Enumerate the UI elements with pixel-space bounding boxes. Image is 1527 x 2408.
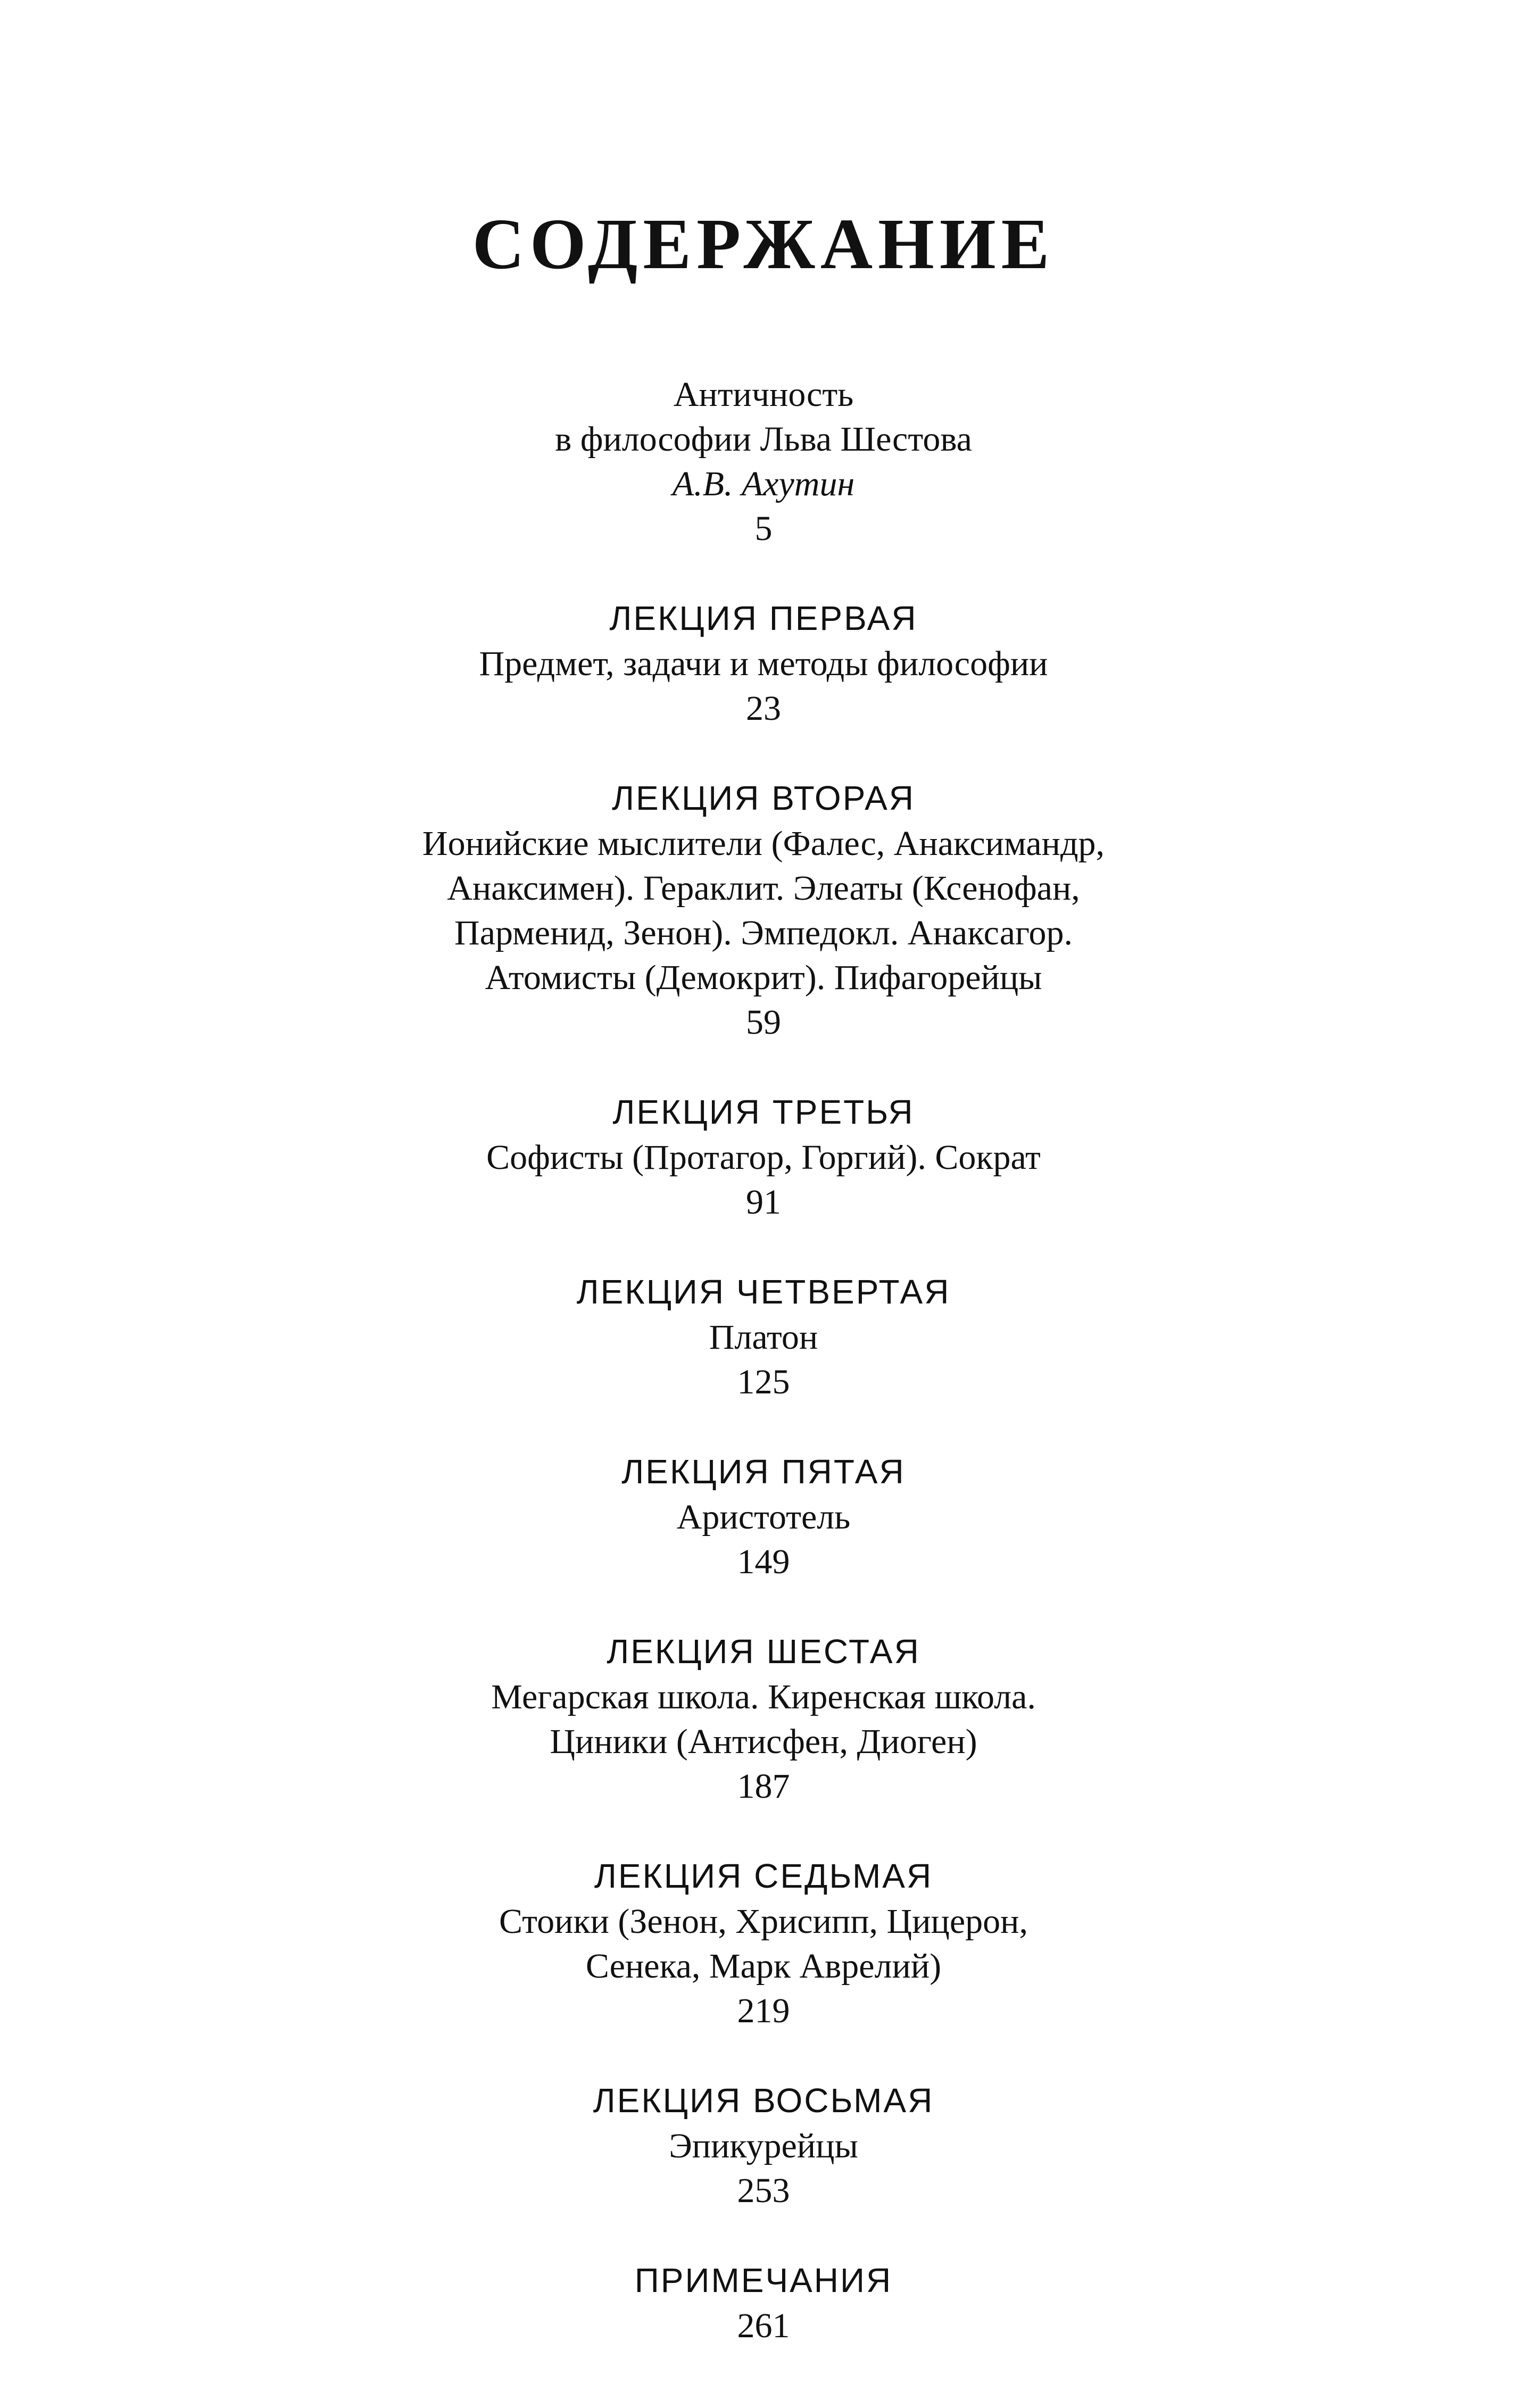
toc-entry-intro[interactable] [0, 372, 1527, 551]
lecture-page-number: 253 [737, 2171, 790, 2210]
lecture-page-number: 219 [737, 1991, 790, 2030]
lecture-heading: ЛЕКЦИЯ ВТОРАЯ [611, 779, 916, 817]
lecture-topic-line: Сенека, Марк Аврелий) [585, 1947, 942, 1986]
intro-page-number: 5 [754, 509, 773, 548]
lecture-topic-line: Платон [709, 1318, 818, 1357]
lecture-heading: ЛЕКЦИЯ ТРЕТЬЯ [612, 1093, 915, 1131]
lecture-heading: ЛЕКЦИЯ ВОСЬМАЯ [593, 2081, 934, 2120]
lecture-page-number: 125 [737, 1363, 790, 1401]
lecture-topic-line: Софисты (Протагор, Горгий). Сократ [486, 1138, 1041, 1177]
toc-entry-lecture-4[interactable] [0, 1268, 1527, 1405]
toc-entry-lecture-3[interactable] [0, 1089, 1527, 1225]
lecture-heading: ЛЕКЦИЯ ПЕРВАЯ [609, 599, 918, 637]
lecture-topic-line: Парменид, Зенон). Эмпедокл. Анаксагор. [454, 914, 1073, 952]
toc-entry-lecture-2[interactable] [0, 775, 1527, 1045]
lecture-topic-line: Мегарская школа. Киренская школа. [491, 1678, 1036, 1716]
lecture-page-number: 149 [737, 1542, 790, 1581]
lecture-topic-line: Аристотель [676, 1498, 851, 1537]
intro-author: А.В. Ахутин [672, 464, 855, 503]
lecture-topic-line: Атомисты (Демокрит). Пифагорейцы [485, 958, 1042, 997]
toc-entry-lecture-5[interactable] [0, 1448, 1527, 1584]
lecture-topic-line: Ионийские мыслители (Фалес, Анаксимандр, [422, 824, 1105, 863]
lecture-heading: ЛЕКЦИЯ ПЯТАЯ [621, 1452, 906, 1491]
lecture-heading: ЛЕКЦИЯ ЧЕТВЕРТАЯ [576, 1273, 951, 1311]
lecture-page-number: 59 [746, 1003, 781, 1042]
toc-entry-lecture-8[interactable] [0, 2077, 1527, 2213]
lecture-page-number: 23 [746, 689, 781, 728]
lecture-topic-line: Эпикурейцы [669, 2127, 858, 2165]
page-title: СОДЕРЖАНИЕ [472, 204, 1055, 285]
lecture-heading: ЛЕКЦИЯ ШЕСТАЯ [607, 1632, 920, 1671]
lecture-page-number: 187 [737, 1767, 790, 1806]
intro-title-line-1: Античность [673, 375, 854, 414]
table-of-contents [0, 372, 1527, 2392]
toc-entry-lecture-7[interactable] [0, 1853, 1527, 2033]
toc-entry-lecture-1[interactable] [0, 595, 1527, 731]
toc-entry-lecture-6[interactable] [0, 1628, 1527, 1809]
toc-entry-notes[interactable] [0, 2257, 1527, 2348]
lecture-page-number: 91 [746, 1183, 781, 1222]
intro-title-line-2: в философии Льва Шестова [555, 420, 972, 459]
lecture-heading: ЛЕКЦИЯ СЕДЬМАЯ [594, 1857, 933, 1895]
notes-heading: ПРИМЕЧАНИЯ [634, 2261, 893, 2299]
lecture-topic-line: Анаксимен). Гераклит. Элеаты (Ксенофан, [447, 869, 1080, 908]
lecture-topic-line: Циники (Антисфен, Диоген) [550, 1722, 977, 1761]
notes-page-number: 261 [737, 2306, 790, 2345]
lecture-topic-line: Предмет, задачи и методы философии [479, 644, 1048, 683]
lecture-topic-line: Стоики (Зенон, Хрисипп, Цицерон, [499, 1902, 1028, 1941]
